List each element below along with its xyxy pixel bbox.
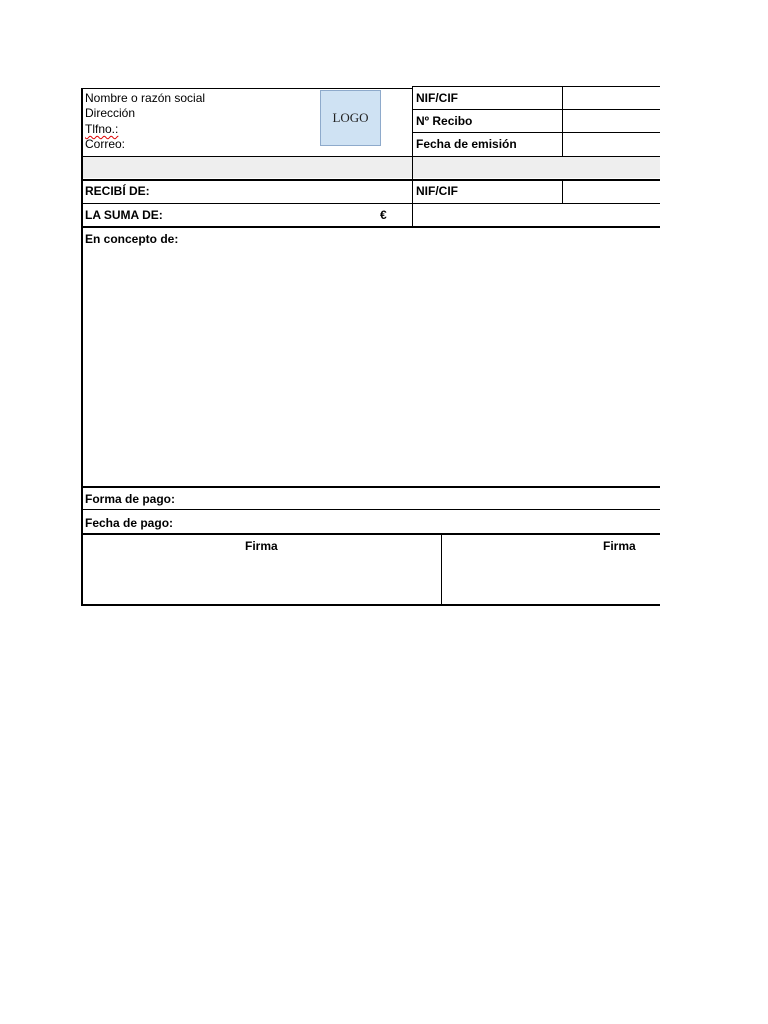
currency-symbol: € xyxy=(380,208,387,222)
grid-line xyxy=(81,88,83,606)
logo-placeholder xyxy=(320,90,381,146)
issuer-email-label: Correo: xyxy=(85,137,126,151)
grid-line xyxy=(412,86,413,227)
separator-band xyxy=(82,157,660,178)
received-from-label: RECIBÍ DE: xyxy=(85,184,150,198)
grid-line xyxy=(82,604,660,606)
signature-left-label: Firma xyxy=(245,539,278,553)
payer-nif-label: NIF/CIF xyxy=(416,184,458,198)
grid-line xyxy=(82,203,660,204)
grid-line xyxy=(82,88,412,89)
grid-line xyxy=(412,109,660,110)
logo-text: LOGO xyxy=(332,110,369,125)
grid-line xyxy=(412,86,660,87)
grid-line xyxy=(562,86,563,157)
grid-line xyxy=(441,533,442,605)
issuer-nif-label: NIF/CIF xyxy=(416,91,458,105)
signature-right-label: Firma xyxy=(603,539,636,553)
receipt-number-label: Nº Recibo xyxy=(416,114,473,128)
grid-line xyxy=(562,179,563,203)
grid-line xyxy=(82,179,660,181)
issuer-phone-text: Tlfno.: xyxy=(85,122,119,136)
grid-line xyxy=(82,533,660,535)
grid-line xyxy=(412,132,660,133)
grid-line xyxy=(82,156,660,157)
concept-label: En concepto de: xyxy=(85,232,179,246)
grid-line xyxy=(82,509,660,510)
amount-label: LA SUMA DE: xyxy=(85,208,163,222)
grid-line xyxy=(82,486,660,488)
issuer-name-label: Nombre o razón social xyxy=(85,91,206,105)
payment-date-label: Fecha de pago: xyxy=(85,516,174,530)
issuer-address-label: Dirección xyxy=(85,106,136,120)
issuer-phone-label xyxy=(85,122,118,136)
issue-date-label: Fecha de emisión xyxy=(416,137,517,151)
payment-method-label: Forma de pago: xyxy=(85,492,176,506)
grid-line xyxy=(82,226,660,228)
